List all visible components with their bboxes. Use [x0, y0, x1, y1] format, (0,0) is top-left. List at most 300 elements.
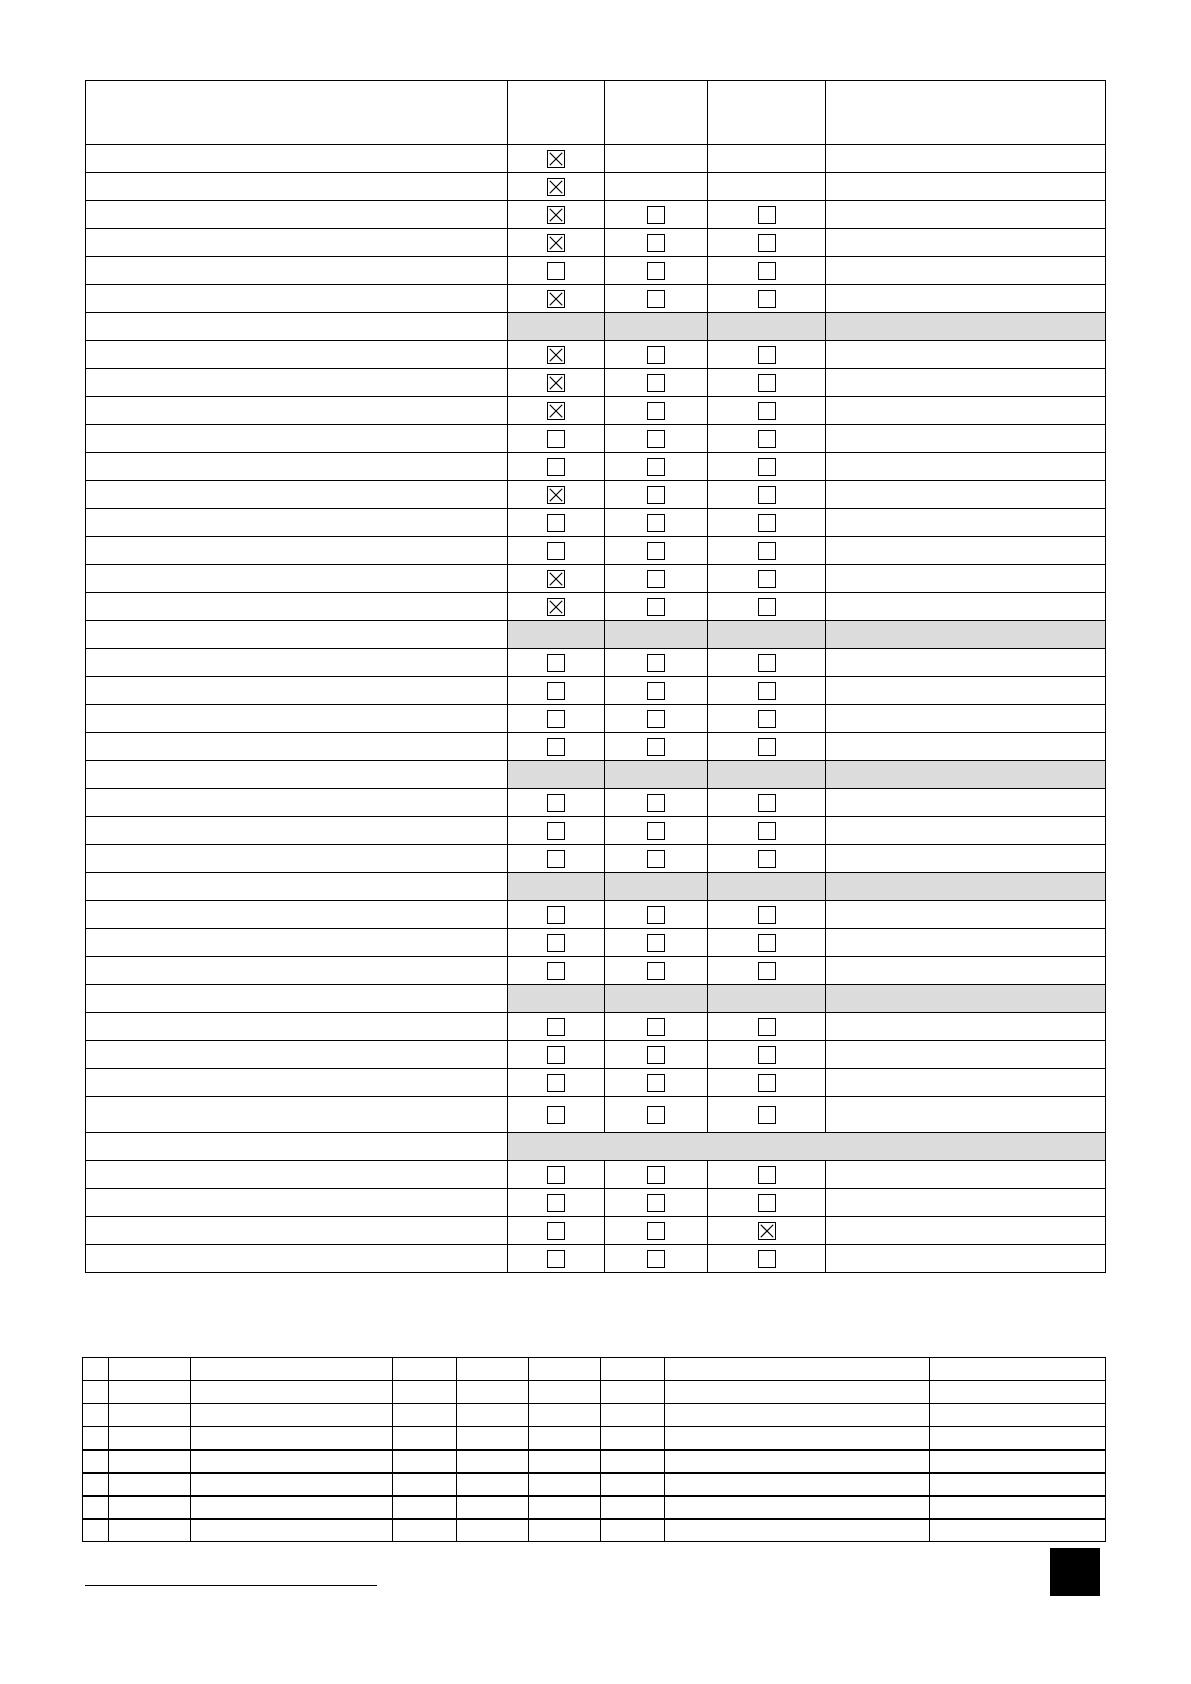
- checkbox[interactable]: [647, 262, 665, 280]
- revision-cell: [529, 1404, 601, 1427]
- checkbox[interactable]: [547, 738, 565, 756]
- remark-cell: [826, 173, 1106, 201]
- checkbox-cell: [708, 537, 826, 565]
- row-label: [86, 369, 508, 397]
- revision-cell: [83, 1519, 109, 1542]
- row-label: [86, 593, 508, 621]
- section-label: [86, 985, 508, 1013]
- revision-row: [83, 1427, 1106, 1450]
- checkbox[interactable]: [547, 514, 565, 532]
- revision-cell: [109, 1496, 191, 1519]
- checkbox[interactable]: [647, 542, 665, 560]
- checkbox[interactable]: [647, 850, 665, 868]
- cross-mark-icon: [548, 347, 564, 363]
- checkbox-cell: [605, 593, 708, 621]
- checkbox-cell: [508, 1245, 605, 1273]
- checkbox[interactable]: [758, 682, 776, 700]
- table-row: [86, 257, 1106, 285]
- table-row: [86, 481, 1106, 509]
- revision-row: [83, 1381, 1106, 1404]
- checkbox[interactable]: [758, 234, 776, 252]
- checkbox-cell: [605, 481, 708, 509]
- table-row: [86, 1069, 1106, 1097]
- checkbox[interactable]: [547, 430, 565, 448]
- cross-mark-icon: [759, 1223, 775, 1239]
- table-row: [86, 453, 1106, 481]
- checkbox-cell: [508, 929, 605, 957]
- checkbox-cell: [708, 929, 826, 957]
- checklist-table: [85, 80, 1106, 1273]
- checkbox[interactable]: [547, 1018, 565, 1036]
- checkbox-cell: [708, 369, 826, 397]
- remark-cell: [826, 453, 1106, 481]
- checkbox[interactable]: [758, 654, 776, 672]
- checkbox-cell: [605, 1069, 708, 1097]
- row-label: [86, 201, 508, 229]
- checkbox[interactable]: [547, 1250, 565, 1268]
- checkbox-cell: [508, 1013, 605, 1041]
- checkbox[interactable]: [647, 1194, 665, 1212]
- checkbox[interactable]: [647, 458, 665, 476]
- checkbox-cell: [605, 257, 708, 285]
- checkbox[interactable]: [647, 206, 665, 224]
- checkbox[interactable]: [758, 1194, 776, 1212]
- checkbox-cell: [605, 341, 708, 369]
- checkbox-cell: [508, 1041, 605, 1069]
- revision-cell: [930, 1450, 1106, 1473]
- checkbox[interactable]: [758, 1250, 776, 1268]
- checkbox-cell: [605, 173, 708, 201]
- remark-cell: [826, 845, 1106, 873]
- checkbox[interactable]: [758, 850, 776, 868]
- section-shaded-cell: [605, 313, 708, 341]
- table-row: [86, 229, 1106, 257]
- revision-cell: [83, 1473, 109, 1496]
- table-row: [86, 705, 1106, 733]
- remark-cell: [826, 1217, 1106, 1245]
- checkbox[interactable]: [647, 290, 665, 308]
- checkbox[interactable]: [547, 458, 565, 476]
- remark-cell: [826, 509, 1106, 537]
- checkbox-cell: [508, 201, 605, 229]
- revision-cell: [83, 1427, 109, 1450]
- checked-checkbox[interactable]: [547, 486, 565, 504]
- column-header: [508, 81, 605, 145]
- row-label: [86, 901, 508, 929]
- revision-row: [83, 1450, 1106, 1473]
- checkbox[interactable]: [647, 598, 665, 616]
- checkbox-cell: [708, 1245, 826, 1273]
- checked-checkbox[interactable]: [547, 346, 565, 364]
- section-row: [86, 761, 1106, 789]
- checkbox-cell: [605, 145, 708, 173]
- checkbox[interactable]: [647, 514, 665, 532]
- checkbox[interactable]: [647, 794, 665, 812]
- checkbox[interactable]: [758, 1074, 776, 1092]
- checkbox[interactable]: [647, 346, 665, 364]
- section-label: [86, 761, 508, 789]
- checkbox-cell: [605, 509, 708, 537]
- checkbox[interactable]: [647, 402, 665, 420]
- checkbox-cell: [605, 1217, 708, 1245]
- checkbox[interactable]: [647, 1250, 665, 1268]
- checkbox[interactable]: [758, 374, 776, 392]
- checkbox-cell: [708, 845, 826, 873]
- checkbox[interactable]: [547, 1222, 565, 1240]
- section-shaded-cell: [826, 313, 1106, 341]
- checkbox[interactable]: [647, 822, 665, 840]
- row-label: [86, 453, 508, 481]
- checked-checkbox[interactable]: [547, 178, 565, 196]
- revision-cell: [191, 1381, 393, 1404]
- checkbox-cell: [605, 229, 708, 257]
- checkbox-cell: [605, 817, 708, 845]
- row-label: [86, 173, 508, 201]
- table-row: [86, 537, 1106, 565]
- section-shaded-cell: [826, 985, 1106, 1013]
- checkbox[interactable]: [758, 1106, 776, 1124]
- remark-cell: [826, 201, 1106, 229]
- checkbox[interactable]: [758, 598, 776, 616]
- checkbox-cell: [708, 173, 826, 201]
- checkbox-cell: [605, 453, 708, 481]
- revision-cell: [109, 1358, 191, 1381]
- section-row: [86, 873, 1106, 901]
- remark-cell: [826, 565, 1106, 593]
- checkbox[interactable]: [547, 1166, 565, 1184]
- checkbox[interactable]: [647, 1074, 665, 1092]
- section-shaded-cell: [826, 873, 1106, 901]
- row-label: [86, 649, 508, 677]
- remark-cell: [826, 1245, 1106, 1273]
- section-shaded-cell: [605, 761, 708, 789]
- checkbox[interactable]: [647, 710, 665, 728]
- remark-cell: [826, 369, 1106, 397]
- row-label: [86, 145, 508, 173]
- checkbox[interactable]: [758, 906, 776, 924]
- checkbox[interactable]: [758, 486, 776, 504]
- checkbox[interactable]: [547, 822, 565, 840]
- checkbox-cell: [508, 285, 605, 313]
- checkbox-cell: [605, 1245, 708, 1273]
- page-number-block: [1050, 1548, 1100, 1596]
- checkbox[interactable]: [547, 1074, 565, 1092]
- checkbox-cell: [708, 285, 826, 313]
- checkbox-cell: [605, 397, 708, 425]
- checked-checkbox[interactable]: [547, 290, 565, 308]
- remark-cell: [826, 1097, 1106, 1133]
- revision-cell: [393, 1381, 457, 1404]
- checkbox[interactable]: [758, 514, 776, 532]
- revision-cell: [83, 1496, 109, 1519]
- row-label: [86, 1161, 508, 1189]
- row-label: [86, 1013, 508, 1041]
- checkbox[interactable]: [647, 1222, 665, 1240]
- checkbox[interactable]: [758, 934, 776, 952]
- checked-checkbox[interactable]: [758, 1222, 776, 1240]
- checkbox-cell: [605, 1097, 708, 1133]
- checkbox-cell: [508, 257, 605, 285]
- revision-cell: [393, 1358, 457, 1381]
- checkbox[interactable]: [547, 962, 565, 980]
- table-row: [86, 957, 1106, 985]
- revision-cell: [191, 1519, 393, 1542]
- checkbox[interactable]: [547, 794, 565, 812]
- revision-cell: [83, 1358, 109, 1381]
- revision-cell: [191, 1358, 393, 1381]
- cross-mark-icon: [548, 375, 564, 391]
- checkbox[interactable]: [647, 906, 665, 924]
- checkbox[interactable]: [647, 1018, 665, 1036]
- checkbox[interactable]: [647, 654, 665, 672]
- checkbox-cell: [708, 593, 826, 621]
- remark-cell: [826, 1069, 1106, 1097]
- revision-cell: [109, 1519, 191, 1542]
- checkbox-cell: [508, 957, 605, 985]
- table-row: [86, 341, 1106, 369]
- checkbox[interactable]: [647, 374, 665, 392]
- checkbox[interactable]: [647, 486, 665, 504]
- row-label: [86, 733, 508, 761]
- checkbox-cell: [605, 1041, 708, 1069]
- column-header: [605, 81, 708, 145]
- section-shaded-cell: [508, 313, 605, 341]
- revision-cell: [930, 1519, 1106, 1542]
- section-label: [86, 313, 508, 341]
- checkbox-cell: [508, 173, 605, 201]
- checkbox[interactable]: [758, 542, 776, 560]
- revision-cell: [457, 1427, 529, 1450]
- checkbox[interactable]: [647, 962, 665, 980]
- checkbox-cell: [508, 565, 605, 593]
- checkbox-cell: [508, 1217, 605, 1245]
- remark-cell: [826, 733, 1106, 761]
- row-label: [86, 229, 508, 257]
- cross-mark-icon: [548, 571, 564, 587]
- revision-cell: [529, 1450, 601, 1473]
- revision-cell: [191, 1496, 393, 1519]
- checkbox[interactable]: [547, 710, 565, 728]
- checkbox[interactable]: [647, 1046, 665, 1064]
- checked-checkbox[interactable]: [547, 374, 565, 392]
- checkbox[interactable]: [758, 1166, 776, 1184]
- checkbox[interactable]: [547, 1106, 565, 1124]
- checkbox[interactable]: [547, 1194, 565, 1212]
- section-shaded-cell: [508, 621, 605, 649]
- checkbox[interactable]: [758, 1046, 776, 1064]
- table-row: [86, 929, 1106, 957]
- revision-cell: [393, 1519, 457, 1542]
- checkbox-cell: [708, 649, 826, 677]
- revision-cell: [109, 1381, 191, 1404]
- checkbox-cell: [708, 481, 826, 509]
- checked-checkbox[interactable]: [547, 402, 565, 420]
- section-label: [86, 621, 508, 649]
- checkbox-cell: [508, 229, 605, 257]
- checkbox-cell: [508, 789, 605, 817]
- checkbox-cell: [508, 537, 605, 565]
- checkbox[interactable]: [647, 934, 665, 952]
- row-label: [86, 1097, 508, 1133]
- checkbox-cell: [508, 901, 605, 929]
- remark-cell: [826, 901, 1106, 929]
- remark-cell: [826, 145, 1106, 173]
- checkbox[interactable]: [758, 262, 776, 280]
- checkbox[interactable]: [647, 234, 665, 252]
- checkbox[interactable]: [547, 1046, 565, 1064]
- row-label: [86, 565, 508, 593]
- revision-row: [83, 1496, 1106, 1519]
- checked-checkbox[interactable]: [547, 234, 565, 252]
- checkbox[interactable]: [647, 738, 665, 756]
- section-label: [86, 873, 508, 901]
- checkbox-cell: [508, 509, 605, 537]
- checkbox[interactable]: [647, 570, 665, 588]
- checkbox-cell: [605, 901, 708, 929]
- checkbox-cell: [508, 397, 605, 425]
- checkbox-cell: [708, 257, 826, 285]
- checkbox-cell: [508, 649, 605, 677]
- revision-cell: [601, 1496, 665, 1519]
- checkbox-cell: [605, 705, 708, 733]
- checked-checkbox[interactable]: [547, 570, 565, 588]
- checkbox[interactable]: [758, 402, 776, 420]
- revision-cell: [191, 1427, 393, 1450]
- row-label: [86, 1189, 508, 1217]
- revision-cell: [529, 1496, 601, 1519]
- revision-cell: [930, 1404, 1106, 1427]
- checkbox-cell: [708, 1161, 826, 1189]
- checkbox[interactable]: [647, 1106, 665, 1124]
- checkbox-cell: [605, 733, 708, 761]
- revision-cell: [191, 1404, 393, 1427]
- revision-cell: [83, 1381, 109, 1404]
- revision-row: [83, 1473, 1106, 1496]
- checkbox-cell: [708, 705, 826, 733]
- row-label: [86, 1041, 508, 1069]
- checkbox[interactable]: [758, 570, 776, 588]
- checkbox[interactable]: [547, 654, 565, 672]
- revision-cell: [601, 1519, 665, 1542]
- remark-cell: [826, 425, 1106, 453]
- table-row: [86, 397, 1106, 425]
- checkbox[interactable]: [758, 206, 776, 224]
- revision-cell: [457, 1496, 529, 1519]
- checkbox-cell: [605, 1189, 708, 1217]
- checked-checkbox[interactable]: [547, 598, 565, 616]
- checkbox-cell: [708, 1189, 826, 1217]
- revision-cell: [601, 1404, 665, 1427]
- revision-cell: [665, 1358, 930, 1381]
- section-shaded-cell: [605, 985, 708, 1013]
- table-row: [86, 1217, 1106, 1245]
- checkbox[interactable]: [758, 962, 776, 980]
- table-row: [86, 845, 1106, 873]
- table-row: [86, 593, 1106, 621]
- cross-mark-icon: [548, 179, 564, 195]
- checkbox-cell: [708, 789, 826, 817]
- checkbox[interactable]: [547, 682, 565, 700]
- checkbox-cell: [508, 845, 605, 873]
- checkbox[interactable]: [758, 458, 776, 476]
- checkbox[interactable]: [547, 934, 565, 952]
- section-shaded-cell: [708, 985, 826, 1013]
- checkbox-cell: [508, 145, 605, 173]
- checkbox[interactable]: [758, 346, 776, 364]
- revision-cell: [83, 1404, 109, 1427]
- revision-cell: [393, 1450, 457, 1473]
- checkbox[interactable]: [547, 262, 565, 280]
- table-row: [86, 1189, 1106, 1217]
- checkbox[interactable]: [647, 430, 665, 448]
- revision-cell: [930, 1358, 1106, 1381]
- remark-cell: [826, 677, 1106, 705]
- checkbox[interactable]: [758, 794, 776, 812]
- cross-mark-icon: [548, 487, 564, 503]
- checkbox-cell: [605, 201, 708, 229]
- remark-cell: [826, 257, 1106, 285]
- checked-checkbox[interactable]: [547, 150, 565, 168]
- section-shaded-cell: [508, 873, 605, 901]
- checkbox[interactable]: [547, 906, 565, 924]
- checkbox[interactable]: [647, 682, 665, 700]
- checkbox[interactable]: [547, 542, 565, 560]
- checkbox[interactable]: [647, 1166, 665, 1184]
- table-row: [86, 1245, 1106, 1273]
- checkbox[interactable]: [758, 738, 776, 756]
- checkbox-cell: [708, 425, 826, 453]
- checkbox-cell: [508, 481, 605, 509]
- remark-cell: [826, 1013, 1106, 1041]
- section-shaded-cell: [708, 621, 826, 649]
- section-row: [86, 1133, 1106, 1161]
- revision-cell: [529, 1381, 601, 1404]
- row-label: [86, 789, 508, 817]
- revision-cell: [457, 1381, 529, 1404]
- checkbox-cell: [605, 285, 708, 313]
- revision-cell: [665, 1519, 930, 1542]
- revision-cell: [457, 1473, 529, 1496]
- revision-cell: [665, 1381, 930, 1404]
- table-row: [86, 1013, 1106, 1041]
- revision-table: [82, 1357, 1106, 1542]
- checkbox-cell: [605, 1161, 708, 1189]
- section-shaded-cell: [508, 761, 605, 789]
- remark-cell: [826, 593, 1106, 621]
- checkbox-cell: [708, 1013, 826, 1041]
- checkbox[interactable]: [758, 710, 776, 728]
- checkbox[interactable]: [758, 430, 776, 448]
- checked-checkbox[interactable]: [547, 206, 565, 224]
- checkbox[interactable]: [547, 850, 565, 868]
- checkbox[interactable]: [758, 822, 776, 840]
- section-row: [86, 985, 1106, 1013]
- checkbox[interactable]: [758, 1018, 776, 1036]
- row-label: [86, 1069, 508, 1097]
- checkbox-cell: [708, 509, 826, 537]
- table-row: [86, 789, 1106, 817]
- revision-cell: [930, 1473, 1106, 1496]
- checkbox-cell: [508, 453, 605, 481]
- revision-cell: [930, 1427, 1106, 1450]
- checkbox[interactable]: [758, 290, 776, 308]
- revision-cell: [665, 1450, 930, 1473]
- table-row: [86, 1041, 1106, 1069]
- row-label: [86, 705, 508, 733]
- revision-cell: [529, 1519, 601, 1542]
- section-shaded-cell: [708, 761, 826, 789]
- revision-cell: [529, 1358, 601, 1381]
